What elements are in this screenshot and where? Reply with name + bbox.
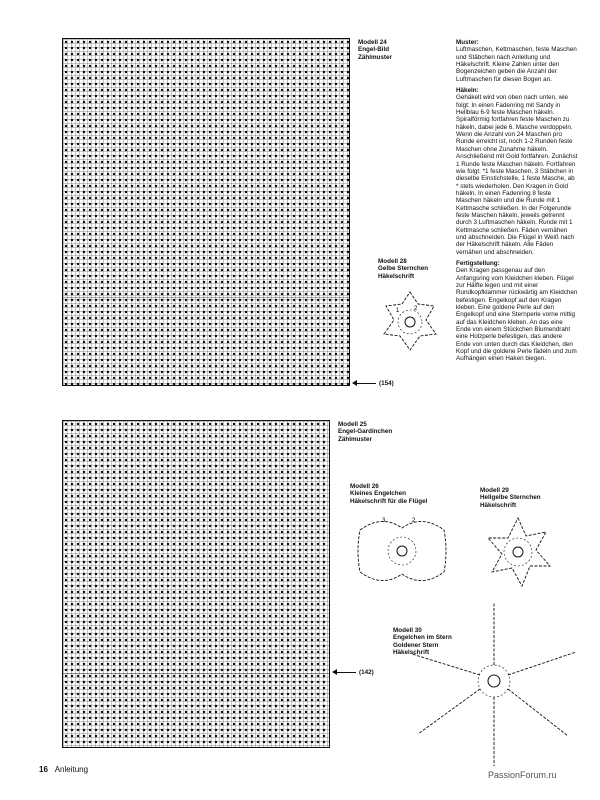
page-number: 16 xyxy=(39,765,48,774)
heading-muster: Muster: xyxy=(456,39,479,46)
arrow-left-icon xyxy=(356,383,376,385)
crochet-diagram-model-29 xyxy=(478,512,558,592)
label-line: Engelchen im Stern xyxy=(393,634,452,642)
instructions-column xyxy=(456,39,578,367)
chart-model-25 xyxy=(62,420,330,748)
text-haekeln: Gehäkelt wird von oben nach unten, wie folgt: In einen Fadenring mit Sandy in Hellblau 6-9 feste Maschen häkeln. Spiralförmig fortfahren feste Maschen zu häkeln, dabei jede 6. Masche verdoppeln. Wenn die Anzahl von 24 Maschen pro Runde erreicht ist, noch 1-2 Runden feste Maschen ohne Zunahme häkeln. Anschließend mit Gold fortfahren. Zunächst 1 Runde feste Maschen häkeln. Fortfahren wie folgt: *1 feste Maschen, 3 Stäbchen in dieselbe Einstichstelle, 1 feste Masche, ab * stets wiederholen. Den Kragen in Gold häkeln. In einen Fadenring 8 feste Maschen häkeln und die Runde mit 1 Kettmasche schließen. In der Folgerunde feste Maschen häkeln, jeweils getrennt durch 3 Luftmaschen häkeln. Runde mit 1 Kettmasche schließen. Fäden vernähen und abschneiden. Die Flügel in Weiß nach der Häkelschrift häkeln. Alle Fäden vernähen und abschneiden. xyxy=(456,94,578,256)
label-line: Modell 25 xyxy=(338,421,367,428)
label-model-28 xyxy=(378,258,428,280)
label-line: Häkelschrift xyxy=(393,649,430,657)
heading-haekeln: Häkeln: xyxy=(456,87,479,95)
chart-section-line xyxy=(63,673,329,674)
label-line: Häkelschrift xyxy=(378,272,415,280)
label-line: Engel-Gardinchen xyxy=(338,428,393,436)
crochet-diagram-model-26 xyxy=(352,510,452,592)
heading-fertigstellung: Fertigstellung: xyxy=(456,259,500,267)
label-line: Zählmuster xyxy=(358,53,392,61)
label-line: Kleines Engelchen xyxy=(350,490,406,498)
label-line: Hellgelbe Sternchen xyxy=(480,494,541,502)
crochet-diagram-model-28 xyxy=(370,282,450,362)
text-muster: Luftmaschen, Kettmaschen, feste Maschen und Stäbchen nach Anleitung und Häkelschrift. Kleine Zahlen unter den Bogenzeichen geben die Anzahl der Luftmaschen für diesen Bogen an. xyxy=(456,46,577,83)
row-marker-154 xyxy=(356,380,394,387)
row-marker-142 xyxy=(336,669,374,676)
svg-text:2: 2 xyxy=(414,306,418,312)
label-line: Goldener Stern xyxy=(393,641,439,649)
label-line: Modell 30 xyxy=(393,627,422,634)
label-model-24 xyxy=(358,39,392,61)
watermark: PassionForum.ru xyxy=(488,770,557,780)
svg-text:2: 2 xyxy=(412,518,416,524)
label-line: Modell 28 xyxy=(378,258,407,265)
label-model-25 xyxy=(338,421,392,443)
label-line: Zählmuster xyxy=(338,435,372,443)
label-line: Modell 24 xyxy=(358,39,387,46)
page-footer xyxy=(39,765,88,774)
svg-text:3: 3 xyxy=(382,518,386,524)
text-fertigstellung: Den Kragen passgenau auf den Anfangsring vom Kleidchen kleben. Flügel zur Hälfte legen und mit einer Rundkopfklammer rückwärtig am Kleidchen befestigen. Engelkopf auf den Kragen kleben. Eine goldene Perle auf den Engelkopf und eine Sternperle vorne mittig auf das Kleidchen kleben. An das eine Ende von einem Stückchen Blumendraht eine Holzperle befestigen, das andere Ende von unten durch das Kleidchen, den Kopf und die goldene Perle fädeln und zum Aufhängen einen Haken biegen. xyxy=(456,267,578,363)
label-line: Modell 26 xyxy=(350,483,379,490)
row-marker-label: (154) xyxy=(379,380,394,387)
row-marker-label: (142) xyxy=(359,669,374,676)
label-model-29 xyxy=(480,487,541,509)
svg-text:1: 1 xyxy=(396,308,400,314)
label-line: Gelbe Sternchen xyxy=(378,265,429,273)
label-model-26 xyxy=(350,483,427,505)
label-line: Engel-Bild xyxy=(358,46,390,54)
arrow-left-icon xyxy=(336,672,356,674)
chart-section-line xyxy=(63,297,349,298)
section-name: Anleitung xyxy=(54,765,89,774)
label-line: Modell 29 xyxy=(480,487,509,494)
label-line: Häkelschrift für die Flügel xyxy=(350,497,428,505)
crochet-diagram-model-30 xyxy=(404,596,584,772)
label-line: Häkelschrift xyxy=(480,501,517,509)
chart-model-24 xyxy=(62,38,350,386)
